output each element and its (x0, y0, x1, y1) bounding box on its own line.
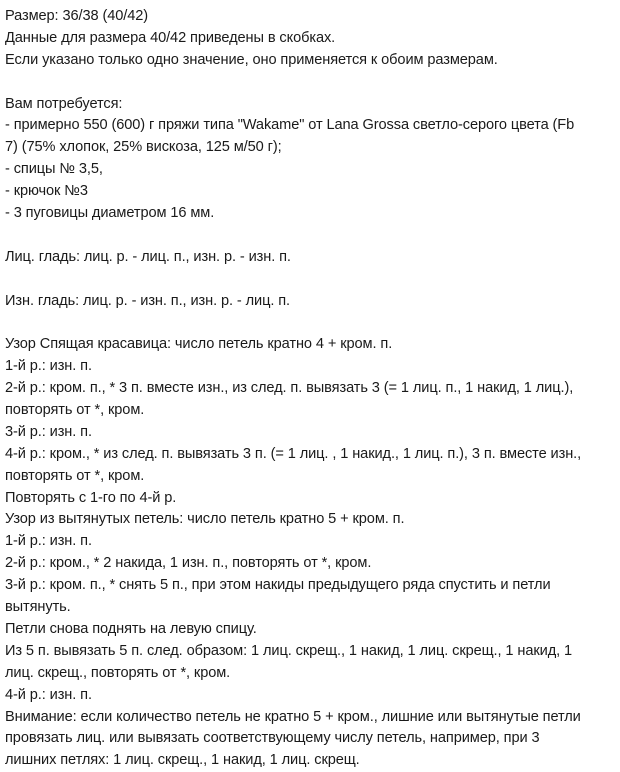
pattern-row: 1-й р.: изн. п. (5, 533, 92, 550)
pattern-heading: Узор Спящая красавица: число петель кратно 4 + кром. п. (5, 336, 393, 353)
size-note-line: Данные для размера 40/42 приведены в скобках. (5, 29, 336, 46)
materials-item: - спицы № 3,5, (5, 161, 103, 178)
note-line: лишних петлях: 1 лиц. скрещ., 1 накид, 1 лиц. скрещ. (5, 752, 360, 769)
pattern-row: Повторять с 1-го по 4-й р. (5, 489, 177, 506)
pattern-row: лиц. скрещ., повторять от *, кром. (5, 664, 231, 681)
materials-item: 7) (75% хлопок, 25% вискоза, 125 м/50 г); (5, 139, 282, 156)
pattern-row: 3-й р.: кром. п., * снять 5 п., при этом накиды предыдущего ряда спустить и петли (5, 577, 551, 594)
size-line: Размер: 36/38 (40/42) (5, 8, 148, 24)
pattern-row: Из 5 п. вывязать 5 п. след. образом: 1 лиц. скрещ., 1 накид, 1 лиц. скрещ., 1 накид, 1 (5, 642, 573, 659)
blank-line (5, 72, 620, 94)
pattern-row: повторять от *, кром. (5, 467, 145, 484)
note-line: провязать лиц. или вывязать соответствующему числу петель, например, при 3 (5, 730, 540, 747)
blank-line (5, 269, 620, 291)
materials-item: - 3 пуговицы диаметром 16 мм. (5, 205, 215, 222)
size-note-line: Если указано только одно значение, оно применяется к обоим размерам. (5, 51, 498, 68)
note-line: Внимание: если количество петель не кратно 5 + кром., лишние или вытянутые петли (5, 708, 581, 725)
pattern-row: 4-й р.: изн. п. (5, 686, 92, 703)
materials-item: - крючок №3 (5, 183, 88, 200)
pattern-row: 1-й р.: изн. п. (5, 358, 92, 375)
pattern-row: Петли снова поднять на левую спицу. (5, 620, 257, 637)
stitch-definition: Изн. гладь: лиц. р. - изн. п., изн. р. - лиц. п. (5, 292, 291, 309)
pattern-heading: Узор из вытянутых петель: число петель кратно 5 + кром. п. (5, 511, 405, 528)
pattern-row: 2-й р.: кром. п., * 3 п. вместе изн., из след. п. вывязать 3 (= 1 лиц. п., 1 накид, 1 лиц.), (5, 380, 574, 397)
pattern-row: 4-й р.: кром., * из след. п. вывязать 3 п. (= 1 лиц. , 1 накид., 1 лиц. п.), 3 п. вместе изн., (5, 445, 582, 462)
blank-line (5, 225, 620, 247)
pattern-row: вытянуть. (5, 599, 71, 616)
materials-item: - примерно 550 (600) г пряжи типа "Wakame" от Lana Grossa светло-серого цвета (Fb (5, 117, 575, 134)
pattern-row: 2-й р.: кром., * 2 накида, 1 изн. п., повторять от *, кром. (5, 555, 372, 572)
stitch-definition: Лиц. гладь: лиц. р. - лиц. п., изн. р. - изн. п. (5, 248, 291, 265)
materials-heading: Вам потребуется: (5, 95, 123, 112)
pattern-row: 3-й р.: изн. п. (5, 423, 92, 440)
pattern-row: повторять от *, кром. (5, 402, 145, 419)
blank-line (5, 312, 620, 334)
